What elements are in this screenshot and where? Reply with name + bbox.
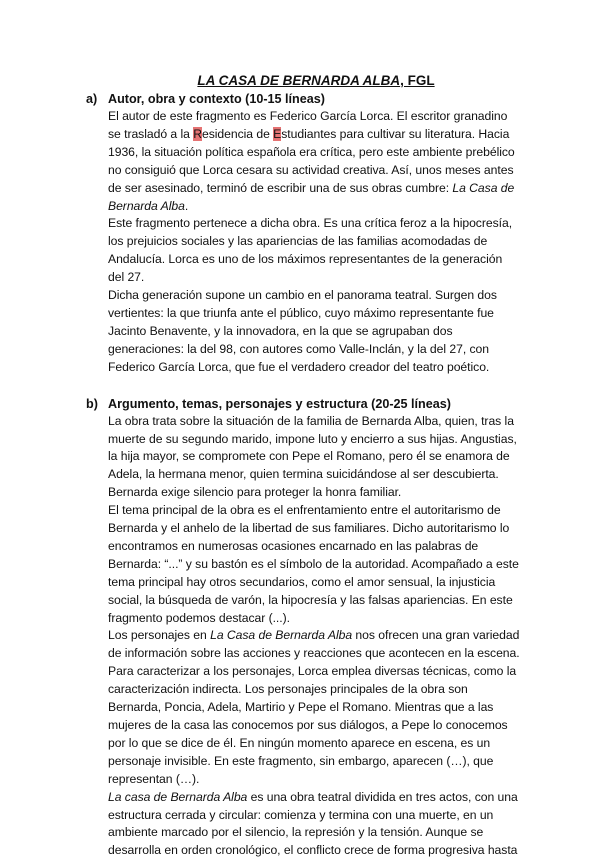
paragraph — [108, 789, 520, 860]
highlighted-letter: R — [193, 126, 202, 141]
section-heading-text: Autor, obra y contexto (10-15 líneas) — [108, 92, 325, 106]
paragraph — [108, 627, 520, 788]
text-run: . — [184, 198, 189, 213]
paragraph-gap — [108, 377, 520, 395]
text-run: Los personajes en — [108, 628, 211, 643]
paragraph — [108, 108, 520, 215]
paragraph: Dicha generación supone un cambio en el panorama teatral. Surgen dos vertientes: la que triunfa ante el público, cuyo máximo representante fue Jacinto Benavente, y la innovadora, en la que se agrupaban dos generaciones: la del 98, con autores como Valle-Inclán, y la del 27, con Federico García Lorca, que fue el verdadero creador del teatro poético. — [108, 288, 497, 374]
paragraph: La obra trata sobre la situación de la familia de Bernarda Alba, quien, tras la muerte de su segundo marido, impone luto y encierro a sus hijas. Angustias, la hija mayor, se compromete con Pepe el Romano, pero él se enamora de Adela, la hermana menor, quien termina suicidándose al ser descubierta. Bernarda exige silencio para proteger la honra familiar. — [108, 413, 517, 500]
text-run: esidencia de — [201, 126, 274, 141]
section-a — [86, 90, 520, 377]
work-title-italic: La Casa de Bernarda Alba — [210, 628, 353, 643]
section-marker: b) — [86, 396, 98, 411]
title-author-initials: , FGL — [400, 73, 435, 88]
section-b — [86, 395, 520, 860]
paragraph: El tema principal de la obra es el enfrentamiento entre el autoritarismo de Bernarda y el anhelo de la libertad de sus familiares. Dicho autoritarismo lo encontramos en numerosas ocasiones encarnado en las palabras de Bernarda: “...” y su bastón es el símbolo de la autoridad. Acompañado a este tema principal hay otros secundarios, como el amor sensual, la injusticia social, la búsqueda de varón, la hipocresía y las falsas apariencias. En este fragmento podemos destacar (...). — [108, 503, 519, 625]
work-title-italic: La Casa de Bernarda Alba — [108, 180, 515, 213]
paragraph: Este fragmento pertenece a dicha obra. Es una crítica feroz a la hipocresía, los prejuicios sociales y las apariencias de las familias acomodadas de Andalucía. Lorca es uno de los máximos representantes de la generación del 27. — [108, 216, 513, 285]
section-heading — [86, 395, 520, 413]
section-heading-text: Argumento, temas, personajes y estructura (20-25 líneas) — [108, 396, 451, 411]
text-run: nos ofrecen una gran variedad de información sobre las acciones y reacciones que acontecen en la escena. Para caracterizar a los personajes, Lorca emplea diversas técnicas, como la caracterización indirecta. Los personajes principales de la obra son Bernarda, Poncia, Adela, Martirio y Pepe el Romano. Mientras que a las mujeres de la casa las conocemos por sus diálogos, a Pepe lo conocemos por lo que se dice de él. En ningún momento aparece en escena, es un personaje invisible. En este fragmento, sin embargo, aparecen (…), que representan (…). — [108, 628, 520, 786]
text-run: studiantes para cultivar su literatura. Hacia 1936, la situación política española era crítica, pero este ambiente prebélico no consiguió que Lorca cesara su actividad creativa. Así, unos meses antes de ser asesinado, terminó de escribir una de sus obras cumbre: — [108, 126, 515, 195]
text-run: El autor de este fragmento es Federico García Lorca. El escritor granadino se trasladó a la — [108, 109, 508, 141]
title-work-name: LA CASA DE BERNARDA ALBA — [197, 73, 401, 88]
document-title — [108, 72, 520, 90]
work-title-italic: La casa de Bernarda Alba — [108, 789, 248, 804]
section-heading — [86, 90, 520, 108]
text-run: es una obra teatral dividida en tres actos, con una estructura cerrada y circular: comienza y termina con una muerte, en un ambiente marcado por el silencio, la represión y la tensión. Aunque se desarrolla en orden cronológico, el conflicto crece de forma progresiva hasta — [108, 789, 518, 858]
highlighted-letter: E — [273, 126, 282, 141]
section-marker: a) — [86, 92, 98, 106]
